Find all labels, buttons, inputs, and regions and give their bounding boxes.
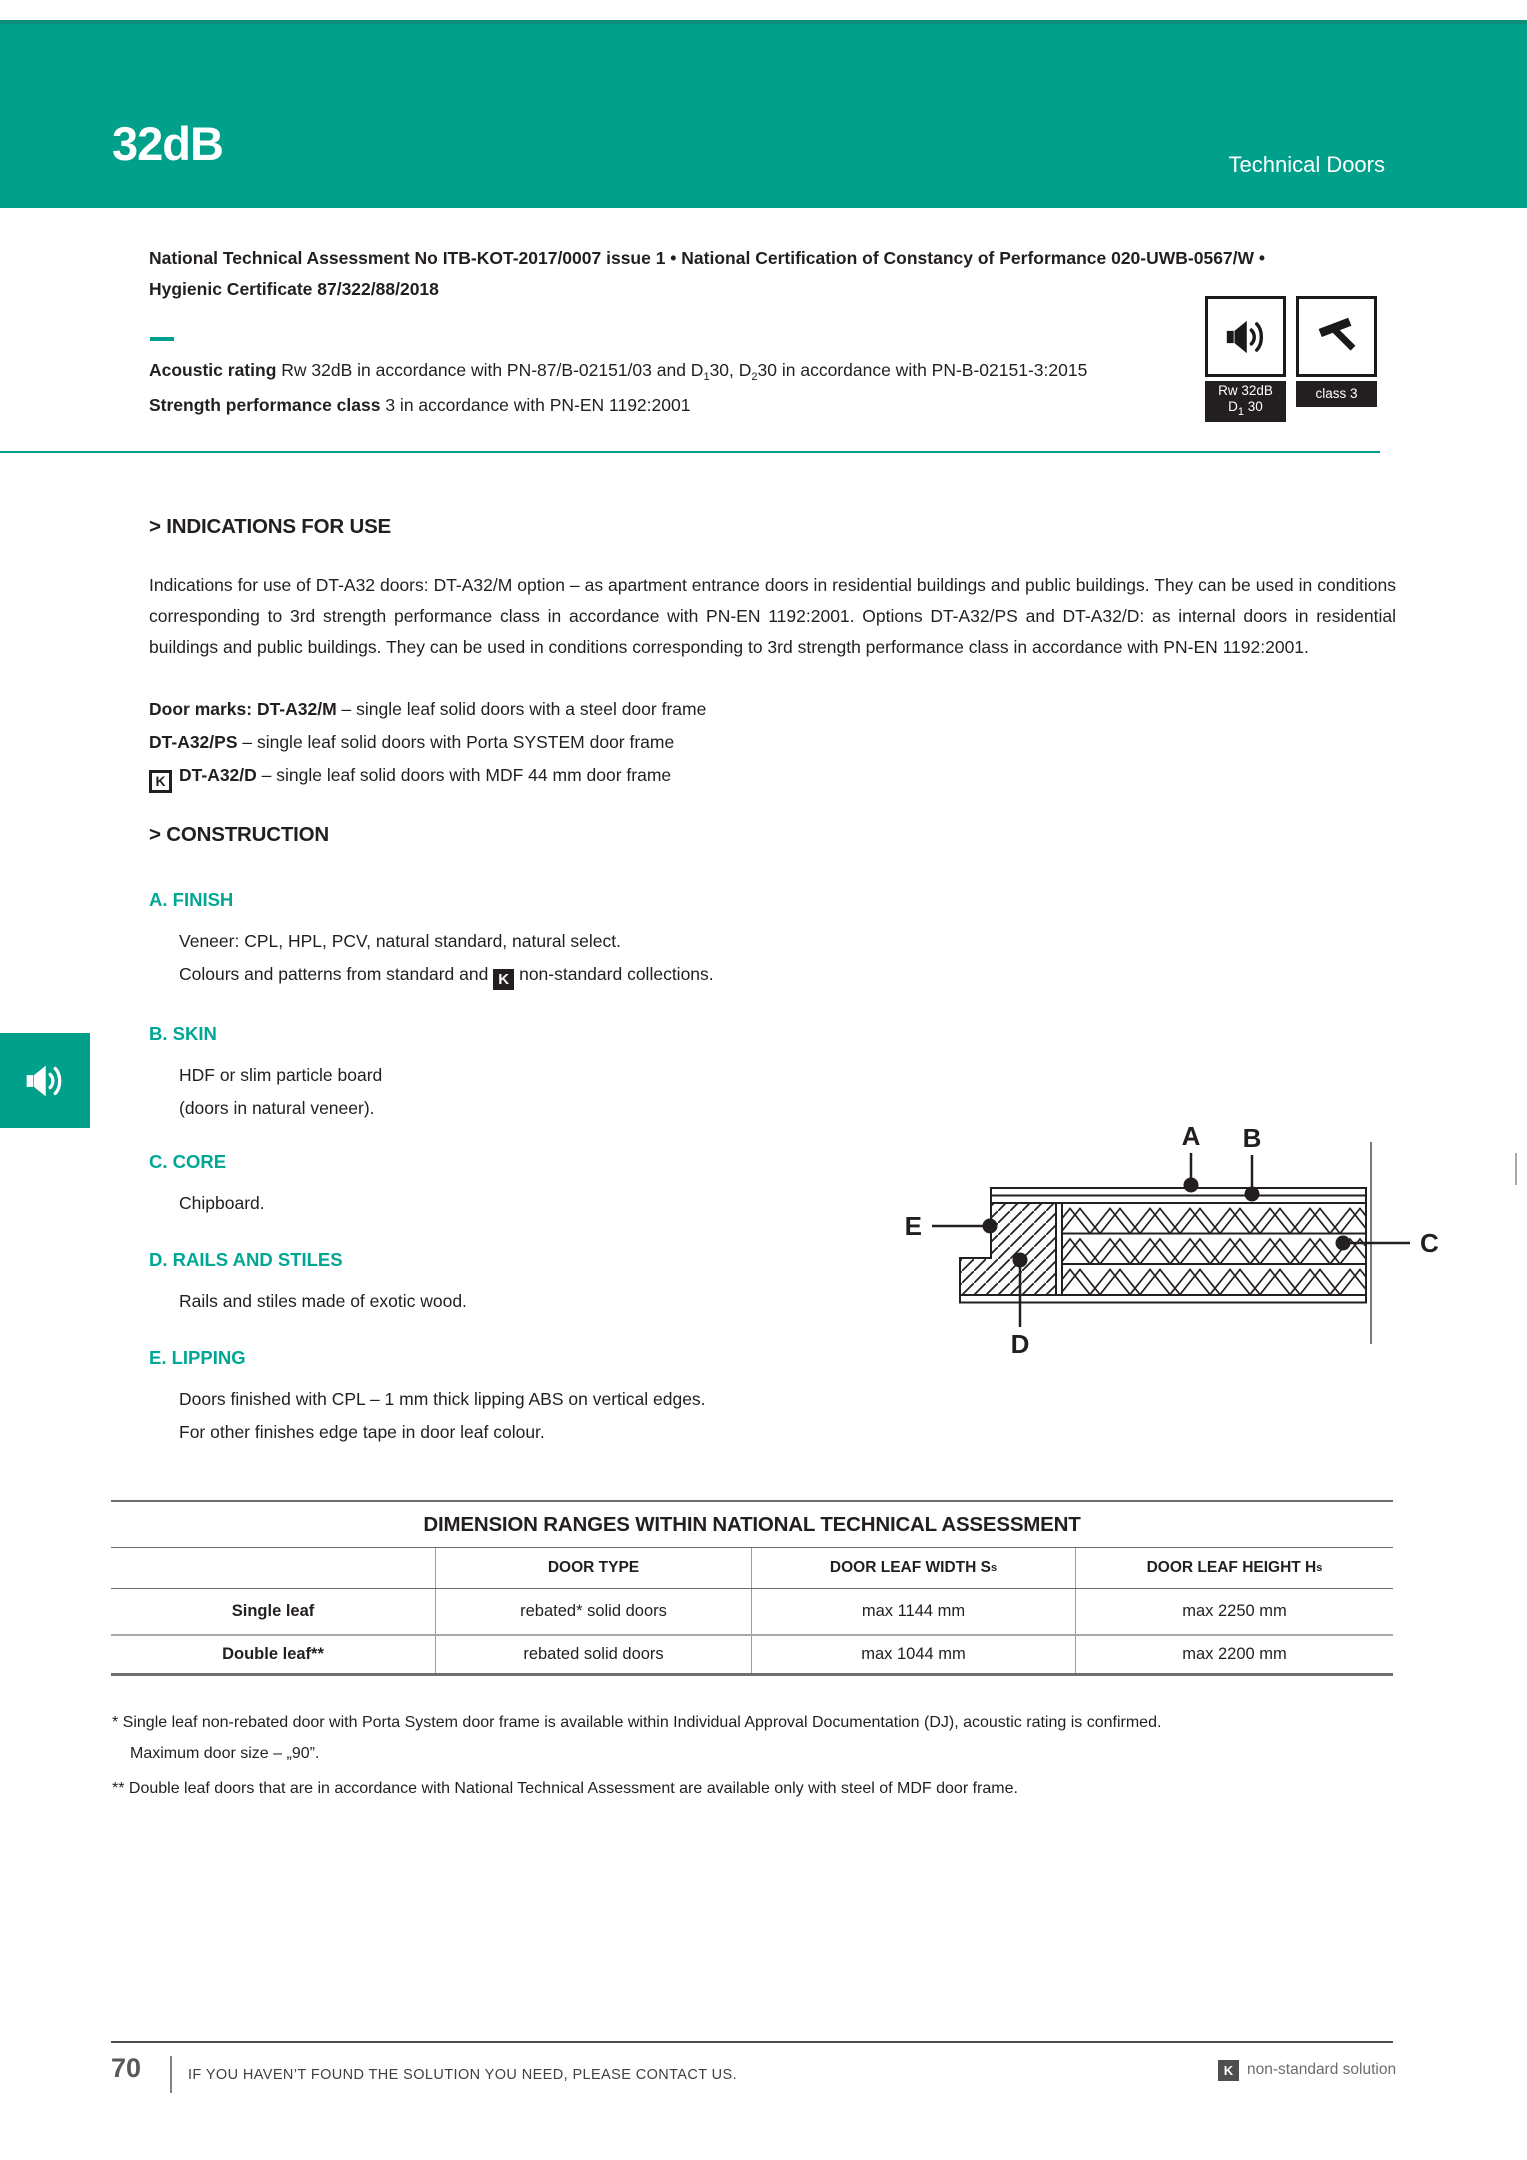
cell-door-type: rebated* solid doors: [435, 1589, 751, 1634]
divider-teal: [0, 451, 1380, 453]
item-line: For other finishes edge tape in door leaf colour.: [179, 1421, 545, 1442]
certification-line-2: Hygienic Certificate 87/322/88/2018: [149, 279, 439, 299]
k-logo-icon: K: [149, 770, 172, 793]
item-line: HDF or slim particle board: [179, 1065, 383, 1085]
item-title: A. FINISH: [149, 889, 234, 910]
table-header-row: [111, 1548, 1393, 1589]
page-number: 70: [111, 2053, 142, 2083]
cell-leaf-height: max 2200 mm: [1075, 1636, 1393, 1673]
item-title: D. RAILS AND STILES: [149, 1249, 343, 1270]
heading-indications: > INDICATIONS FOR USE: [149, 515, 392, 538]
acoustic-rating-line: Acoustic rating Rw 32dB in accordance with PN-87/B-02151/03 and $D_130$, $D_230$ in accordance with PN-B-02151-3:2015: [149, 360, 1088, 383]
dimension-table: [111, 1500, 1393, 1676]
diagram-label-a: A: [1181, 1121, 1201, 1151]
strength-badge: [1296, 296, 1377, 407]
strength-class-line: Strength performance class 3 in accordance with PN-EN 1192:2001: [149, 394, 691, 415]
acoustic-badge-label: Rw 32dB $D_1$ 30: [1205, 381, 1286, 422]
header-door-type: DOOR TYPE: [435, 1548, 751, 1588]
cell-leaf-width: max 1044 mm: [751, 1636, 1075, 1673]
item-line: Rails and stiles made of exotic wood.: [179, 1291, 467, 1311]
acoustic-badge: [1205, 296, 1286, 422]
footer-logo-label: non-standard solution: [1247, 2061, 1397, 2078]
row-label: Single leaf: [231, 1602, 315, 1620]
door-mark-m: Door marks: DT-A32/M – single leaf solid doors with a steel door frame: [149, 699, 707, 719]
header-band: [0, 20, 1527, 208]
heading-construction: > CONSTRUCTION: [149, 823, 329, 846]
hammer-icon: [1296, 296, 1377, 377]
item-line: Chipboard.: [179, 1193, 265, 1213]
acoustic-section-tab: [0, 1033, 90, 1128]
diagram-label-c: C: [1420, 1228, 1439, 1258]
door-mark-d: K DT-A32/D – single leaf solid doors with MDF 44 mm door frame: [149, 759, 706, 793]
teal-dash: [150, 337, 174, 341]
category-label: Technical Doors: [1228, 152, 1385, 177]
diagram-label-d: D: [1010, 1329, 1030, 1359]
item-line: Veneer: CPL, HPL, PCV, natural standard, natural select.: [179, 931, 621, 951]
strength-badge-label: class 3: [1296, 381, 1377, 407]
cell-leaf-height: max 2250 mm: [1075, 1589, 1393, 1634]
diagram-label-b: B: [1242, 1123, 1262, 1153]
footnote-single-leaf-2: Maximum door size – „90”.: [130, 1745, 320, 1762]
cell-leaf-width: max 1144 mm: [751, 1589, 1075, 1634]
item-line: (doors in natural veneer).: [179, 1097, 375, 1118]
item-title: B. SKIN: [149, 1023, 217, 1044]
table-title: DIMENSION RANGES WITHIN NATIONAL TECHNICAL ASSESSMENT: [423, 1513, 1081, 1536]
certification-block: [149, 243, 1265, 305]
row-label: Double leaf**: [222, 1645, 324, 1663]
construction-item-rails: [149, 1249, 467, 1318]
item-line: Colours and patterns from standard and K non-standard collections.: [179, 958, 714, 991]
page-edge-mark: [1515, 1153, 1517, 1185]
page-title: 32dB: [112, 117, 223, 170]
header-leaf-height: DOOR LEAF HEIGHT H s: [1075, 1548, 1393, 1588]
door-mark-ps: DT-A32/PS – single leaf solid doors with Porta SYSTEM door frame: [149, 732, 675, 752]
cell-door-type: rebated solid doors: [435, 1636, 751, 1673]
table-row: [111, 1589, 1393, 1636]
construction-item-lipping: [149, 1347, 706, 1448]
construction-item-skin: [149, 1023, 382, 1124]
footer-rule: [111, 2041, 1393, 2043]
diagram-label-e: E: [904, 1211, 922, 1241]
table-row: [111, 1636, 1393, 1673]
construction-item-core: [149, 1151, 265, 1220]
footer-divider: [170, 2056, 172, 2093]
footnote-single-leaf: * Single leaf non-rebated door with Porta System door frame is available within Individual Approval Documentation (DJ), acoustic rating is confirmed.: [112, 1714, 1162, 1731]
item-title: E. LIPPING: [149, 1347, 246, 1368]
certification-line-1: National Technical Assessment No ITB-KOT-2017/0007 issue 1 • National Certification of Constancy of Performance 020-UWB-0567/W •: [149, 248, 1266, 268]
footer-message: IF YOU HAVEN’T FOUND THE SOLUTION YOU NEED, PLEASE CONTACT US.: [188, 2067, 738, 2083]
header-leaf-width: DOOR LEAF WIDTH S s: [751, 1548, 1075, 1588]
indications-paragraph: Indications for use of DT-A32 doors: DT-A32/M option – as apartment entrance doors in residential buildings and public buildings. They can be used in conditions corresponding to 3rd strength performance class in accordance with PN-EN 1192:2001. Options DT-A32/PS and DT-A32/D: as internal doors in residential buildings and public buildings. They can be used in conditions corresponding to 3rd strength performance class in accordance with PN-EN 1192:2001.: [149, 575, 1396, 657]
door-cross-section-diagram: [890, 1115, 1450, 1365]
speaker-icon: [1205, 296, 1286, 377]
rating-block: [149, 357, 1087, 419]
speaker-icon: [23, 1059, 67, 1103]
k-logo-icon: K: [1218, 2060, 1239, 2081]
header-empty: [111, 1548, 435, 1588]
door-marks-block: [149, 693, 706, 793]
footnote-double-leaf: ** Double leaf doors that are in accordance with National Technical Assessment are available only with steel of MDF door frame.: [112, 1780, 1018, 1797]
item-title: C. CORE: [149, 1151, 227, 1172]
construction-item-finish: [149, 889, 714, 990]
k-logo-icon: K: [493, 969, 514, 990]
item-line: Doors finished with CPL – 1 mm thick lipping ABS on vertical edges.: [179, 1389, 706, 1409]
